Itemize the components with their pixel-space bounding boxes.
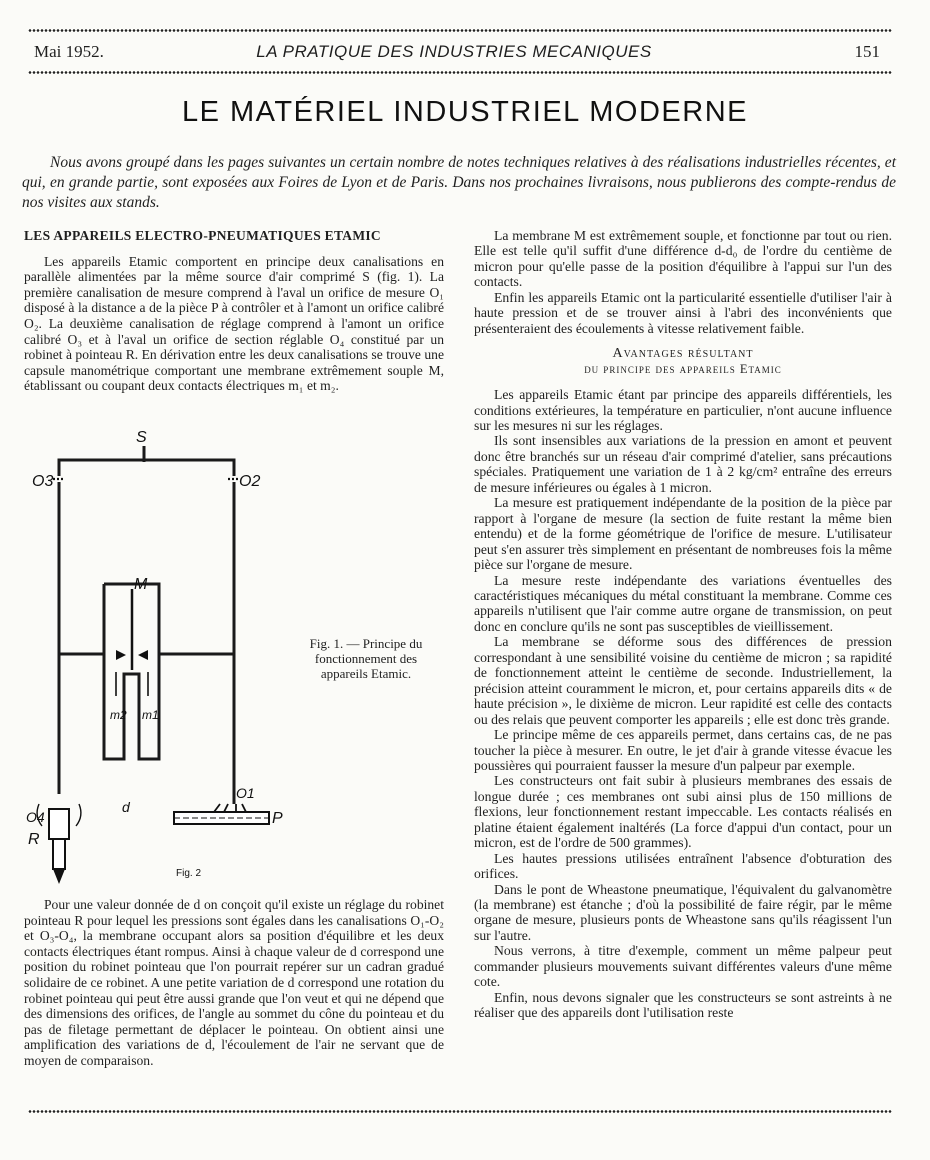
right-paragraph-5: La mesure est pratiquement indépendante de la position de la pièce par rapport à l'organe de mesure (la section de fuite restant la même bien entendu) et de la forme géométrique de l'orifice de mesure. L'utilisateur peut s'en assurer très simplement en présentant de nombreuses fois la même pièce sur l'organe de mesure.: [474, 495, 892, 573]
right-paragraph-2: Enfin les appareils Etamic ont la particularité essentielle d'utiliser l'air à haute pression et de se trouver ainsi à l'abri des inconvénients que présenteraient des écoulements à vitesse relativement faible.: [474, 289, 892, 336]
right-paragraph-11: Dans le pont de Wheastone pneumatique, l'équivalent du galvanomètre (la membrane) est étanche ; d'où la possibilité de faire régir, par le même organe de mesure, plusieurs ponts de Wheastone sans qu'ils réagissent l'un sur l'autre.: [474, 881, 892, 943]
left-paragraph-2: Pour une valeur donnée de d on conçoit qu'il existe un réglage du robinet pointeau R pour lequel les pressions sont égales dans les canalisations O₁-O₂ et O₃-O₄, la membrane occupant alors sa position d'équilibre et les deux contacts électriques étant rompus. Ainsi à chaque valeur de d correspond une position du robinet pointeau que l'on pourrait repérer sur un cadran gradué solidaire de ce robinet. A une petite variation de d correspond une rotation du robinet pointeau qui peut être aussi grande que l'on veut et qui ne dépend que des dimensions des orifices, de l'angle au sommet du cône du pointeau et du pas de filetage permettant de déplacer le pointeau. On obtient ainsi une amplification des variations de d, l'écoulement de l'air ne servant que de moyen de comparaison.: [24, 897, 444, 1068]
label-contact-m2: m2: [110, 708, 127, 722]
subheading-line-1: Avantages résultant: [612, 346, 754, 362]
bottom-dotted-rule: [28, 1109, 892, 1114]
label-orifice-o4: O4: [26, 809, 45, 825]
right-paragraph-12: Nous verrons, à titre d'exemple, comment un même palpeur peut commander plusieurs mouvements suivant différentes valeurs d'une même cote.: [474, 943, 892, 990]
subheading-line-2: du principe des appareils Etamic: [584, 361, 782, 376]
label-orifice-o1: O1: [236, 785, 255, 801]
figure-1-caption: Fig. 1. — Principe du fonctionnement des appareils Etamic.: [309, 636, 423, 681]
right-paragraph-6: La mesure reste indépendante des variations éventuelles des caractéristiques mécaniques du métal constituant la membrane. Comme ces appareils n'utilisent que l'air comme autre organe de transmission, on peut donc en conclure qu'ils ne sont pas susceptibles de vieillissement.: [474, 572, 892, 634]
left-column-top: [24, 228, 444, 394]
right-paragraph-8: Le principe même de ces appareils permet, dans certains cas, de ne pas toucher la pièce à mesurer. En outre, le jet d'air à grande vitesse évacue les poussières qui pourraient fausser la mesure d'un palpeur par exemple.: [474, 727, 892, 773]
fig2-label: Fig. 2: [176, 868, 202, 879]
label-robinet-r: R: [28, 831, 40, 848]
section-title: LES APPAREILS ELECTRO-PNEUMATIQUES ETAMIC: [24, 228, 381, 243]
right-paragraph-1: La membrane M est extrêmement souple, et fonctionne par tout ou rien. Elle est telle qu'il suffit d'une différence d-d₀ de l'ordre du centième de micron pour qu'elle passe de la position d'équilibre à l'appui sur l'un des contacts.: [474, 228, 892, 290]
page-title: LE MATÉRIEL INDUSTRIEL MODERNE: [181, 96, 748, 128]
label-contact-m1: m1: [142, 708, 159, 722]
right-paragraph-13: Enfin, nous devons signaler que les constructeurs se sont astreints à ne réaliser que des appareils dont l'utilisation reste: [474, 989, 892, 1021]
running-header: [34, 38, 880, 66]
left-column-bottom: [24, 897, 444, 1069]
top-dotted-rule: [28, 28, 892, 33]
label-piece-p: P: [272, 810, 283, 827]
right-paragraph-10: Les hautes pressions utilisées entraînent l'absence d'obturation des orifices.: [474, 850, 892, 882]
intro-paragraph: Nous avons groupé dans les pages suivantes un certain nombre de notes techniques relatives à des réalisations industrielles récentes, et qui, en grande partie, sont exposées aux Foires de Lyon et de Paris. Dans nos prochaines livraisons, nous publierons des compte-rendus de nos visites aux stands.: [22, 154, 896, 211]
right-column: [474, 228, 892, 1021]
label-orifice-o3: O3: [32, 473, 54, 490]
label-membrane-m: M: [134, 576, 148, 593]
right-paragraph-3: Les appareils Etamic étant par principe des appareils différentiels, les conditions extérieures, la température en particulier, n'ont aucune influence sur les mesures ni sur les réglages.: [474, 387, 892, 433]
right-paragraph-7: La membrane se déforme sous des différences de pression correspondant à une sensibilité voisine du centième de micron ; sa rapidité de fonctionnement atteint le centième de seconde. Industriellement, la précision atteint couramment le micron, et, pour certains appareils dits « de haute précision », le dixième de micron. Leur rapidité est celle des contacts ou des relais que peuvent comporter les appareils ; elle est donc très grande.: [474, 634, 892, 727]
left-paragraph-1: Les appareils Etamic comportent en principe deux canalisations en parallèle alimentées par la même source d'air comprimé S (fig. 1). La première canalisation de mesure comprend à l'aval un orifice de mesure O₁ disposé à la distance a de la pièce P à contrôler et à l'amont un orifice calibré O₂. La deuxième canalisation de réglage comprend à l'amont un orifice calibré O₃ et à l'aval un orifice de section réglable O₄ constitué par un robinet à pointeau R. En dérivation entre les deux canalisations se trouve une capsule manométrique comportant une membrane extrêmement souple M, établissant ou coupant deux contacts électriques m₁ et m₂.: [24, 253, 444, 394]
subheading-advantages: [474, 346, 892, 377]
label-distance-d: d: [122, 799, 130, 815]
page-number: 151: [854, 42, 880, 61]
label-supply-s: S: [136, 429, 147, 446]
journal-title: LA PRATIQUE DES INDUSTRIES MECANIQUES: [256, 42, 652, 61]
right-paragraph-4: Ils sont insensibles aux variations de la pression en amont et peuvent donc être branchés sur un réseau d'air comprimé d'atelier, sans précautions spéciales. Pratiquement une variation de 1 à 2 kg/cm² entraîne des erreurs de mesure inférieures ou égales à 1 micron.: [474, 433, 892, 495]
header-dotted-rule: [28, 70, 892, 75]
issue-date: Mai 1952.: [34, 42, 104, 61]
label-orifice-o2: O2: [239, 473, 261, 490]
right-paragraph-9: Les constructeurs ont fait subir à plusieurs membranes des essais de longue durée ; ces membranes ont subi ainsi plus de 150 millions de flexions, leur fonctionnement restant impeccable. Les contacts réalisés en platine étaient également inaltérés (La force d'appui d'un contact, pour un micron, est de l'ordre de 500 grammes).: [474, 773, 892, 851]
